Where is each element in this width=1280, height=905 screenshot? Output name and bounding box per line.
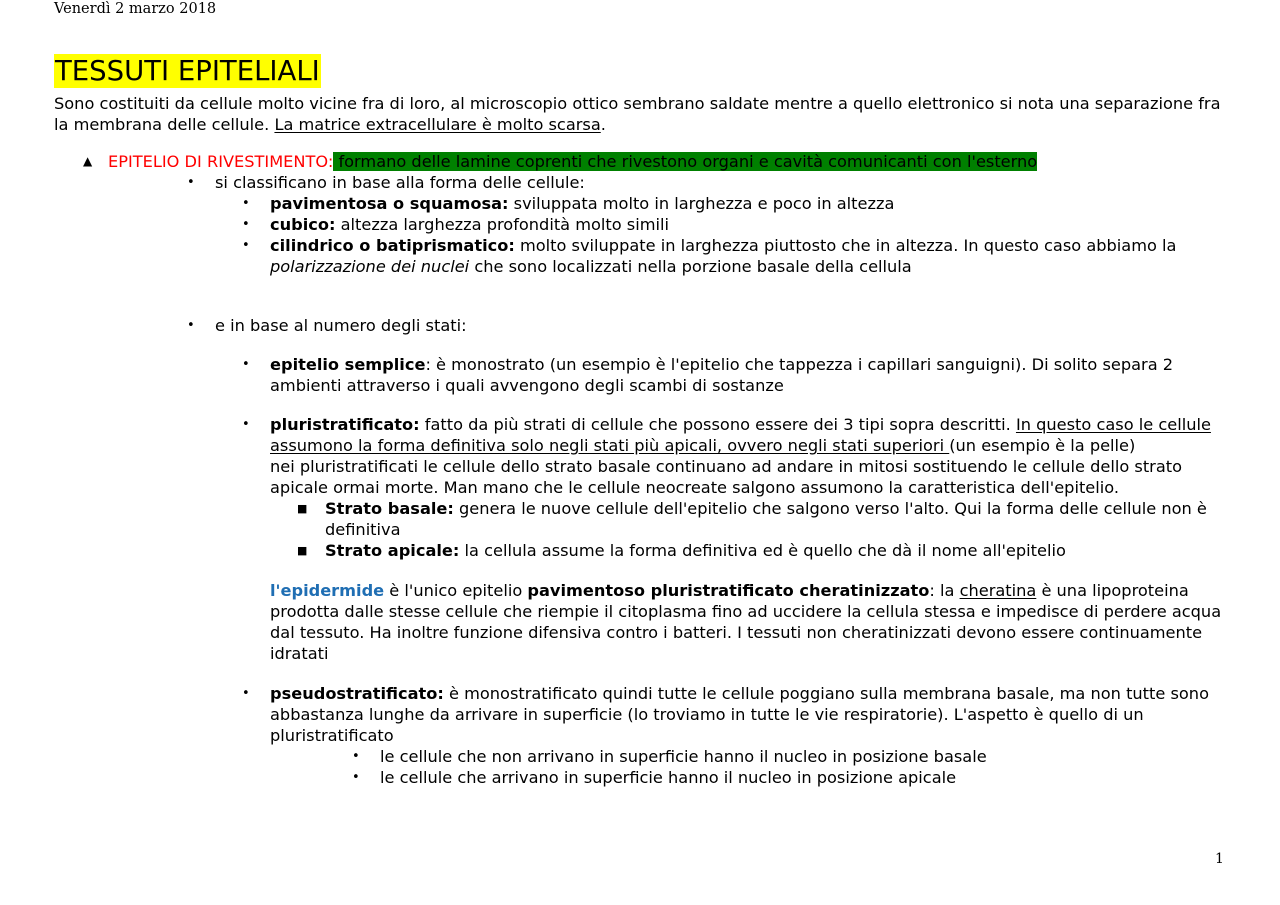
list-item xyxy=(242,193,1224,214)
list-item xyxy=(297,540,1224,561)
epidermide-bold: pavimentoso pluristratificato cheratinizzato xyxy=(527,581,930,600)
item-text: genera le nuove cellule dell'epitelio che salgono verso l'alto. Qui la forma delle cellule non è definitiva xyxy=(325,499,1207,539)
dot-bullet-icon: • xyxy=(187,175,195,190)
list-item xyxy=(352,746,1224,767)
item-term: cubico: xyxy=(270,215,336,234)
item-term: Strato basale: xyxy=(325,499,454,518)
item-term: pseudostratificato: xyxy=(270,684,444,703)
dot-bullet-icon: • xyxy=(242,686,250,701)
item-text: altezza larghezza profondità molto simili xyxy=(335,215,670,234)
item-term: pavimentosa o squamosa: xyxy=(270,194,509,213)
strati-items xyxy=(242,354,1224,788)
list-item-forma xyxy=(187,172,1224,277)
dot-bullet-icon: • xyxy=(242,238,250,253)
item-text: molto sviluppate in larghezza piuttosto che in altezza. In questo caso abbiamo la xyxy=(514,236,1177,255)
page-number: 1 xyxy=(1215,851,1224,867)
intro-paragraph xyxy=(54,93,1224,135)
list-item xyxy=(242,214,1224,235)
strato-list xyxy=(297,498,1224,561)
item-text: è monostratificato quindi tutte le cellule poggiano sulla membrana basale, ma non tutte sono abbastanza lunghe da arrivare in superficie (lo troviamo in tutte le vie respiratorie). L'aspetto è quello di un pluristratificato xyxy=(270,684,1209,745)
item-term: epitelio semplice xyxy=(270,355,426,374)
list-item xyxy=(297,498,1224,540)
list-item xyxy=(352,767,1224,788)
document-body xyxy=(54,54,1224,788)
dot-bullet-icon: • xyxy=(352,770,360,785)
item-text: le cellule che arrivano in superficie hanno il nucleo in posizione apicale xyxy=(380,768,957,787)
epidermide-text: è l'unico epitelio xyxy=(384,581,528,600)
epidermide-paragraph xyxy=(270,580,1224,664)
list-item-semplice xyxy=(242,354,1224,396)
title-row xyxy=(54,54,1224,93)
header-date: Venerdì 2 marzo 2018 xyxy=(54,1,217,17)
item-text: (un esempio è la pelle) xyxy=(949,436,1136,455)
intro-text: Sono costituiti da cellule molto vicine fra di loro, al microscopio ottico sembrano saldate mentre a quello elettronico si nota una separazione fra la membrana delle cellule. xyxy=(54,94,1221,134)
list-item-pluri xyxy=(242,414,1224,664)
intro-end: . xyxy=(600,115,606,134)
item-term: Strato apicale: xyxy=(325,541,460,560)
item-text: le cellule che non arrivano in superficie hanno il nucleo in posizione basale xyxy=(380,747,987,766)
item-underlined: In questo caso le cellule assumono la forma definitiva solo negli stati più apicali, ovvero negli stati superiori xyxy=(270,415,1211,455)
item-text: sviluppata molto in larghezza e poco in altezza xyxy=(508,194,895,213)
rivestimento-highlight: formano delle lamine coprenti che rivestono organi e cavità comunicanti con l'esterno xyxy=(333,152,1038,171)
list-item-pseudo xyxy=(242,683,1224,788)
epidermide-term: l'epidermide xyxy=(270,581,385,600)
item-text: la cellula assume la forma definitiva ed è quello che dà il nome all'epitelio xyxy=(459,541,1066,560)
pseudo-sub-list xyxy=(352,746,1224,788)
item-text: fatto da più strati di cellule che possono essere dei 3 tipi sopra descritti. xyxy=(419,415,1016,434)
epidermide-text: : la xyxy=(929,581,960,600)
square-bullet-icon: ■ xyxy=(297,502,308,515)
square-bullet-icon: ■ xyxy=(297,544,308,557)
dot-bullet-icon: • xyxy=(352,749,360,764)
pluri-paragraph: nei pluristratificati le cellule dello strato basale continuano ad andare in mitosi sostituendo le cellule dello strato apicale ormai morte. Man mano che le cellule neocreate salgono assumono la caratteristica dell'epitelio. xyxy=(270,457,1182,497)
dot-bullet-icon: • xyxy=(242,196,250,211)
item-text: che sono localizzati nella porzione basale della cellula xyxy=(469,257,912,276)
epidermide-text: è una lipoproteina prodotta dalle stesse cellule che riempie il citoplasma fino ad uccidere la cellula stessa e impedisce di perdere acqua dal tessuto. Ha inoltre funzione difensiva contro i batteri. I tessuti non cheratinizzati devono essere continuamente idratati xyxy=(270,581,1222,663)
strati-intro: e in base al numero degli stati: xyxy=(215,316,467,335)
rivestimento-label: EPITELIO DI RIVESTIMENTO: xyxy=(108,152,334,171)
triangle-bullet-icon: ▲ xyxy=(83,154,93,168)
epidermide-underlined: cheratina xyxy=(959,581,1037,600)
forma-list xyxy=(187,172,1224,788)
main-list xyxy=(54,151,1224,172)
dot-bullet-icon: • xyxy=(242,417,250,432)
list-item xyxy=(242,235,1224,277)
dot-bullet-icon: • xyxy=(242,357,250,372)
forma-items xyxy=(242,193,1224,277)
dot-bullet-icon: • xyxy=(187,318,195,333)
list-item-rivestimento xyxy=(54,151,1224,172)
dot-bullet-icon: • xyxy=(242,217,250,232)
page-title: TESSUTI EPITELIALI xyxy=(55,55,320,87)
item-term: cilindrico o batiprismatico: xyxy=(270,236,515,255)
item-italic: polarizzazione dei nuclei xyxy=(270,257,470,276)
intro-underlined: La matrice extracellulare è molto scarsa xyxy=(274,115,601,134)
forma-intro: si classificano in base alla forma delle cellule: xyxy=(215,173,585,192)
item-text: : è monostrato (un esempio è l'epitelio che tappezza i capillari sanguigni). Di solito separa 2 ambienti attraverso i quali avvengono degli scambi di sostanze xyxy=(270,355,1174,395)
item-term: pluristratificato: xyxy=(270,415,420,434)
list-item-strati xyxy=(187,315,1224,788)
